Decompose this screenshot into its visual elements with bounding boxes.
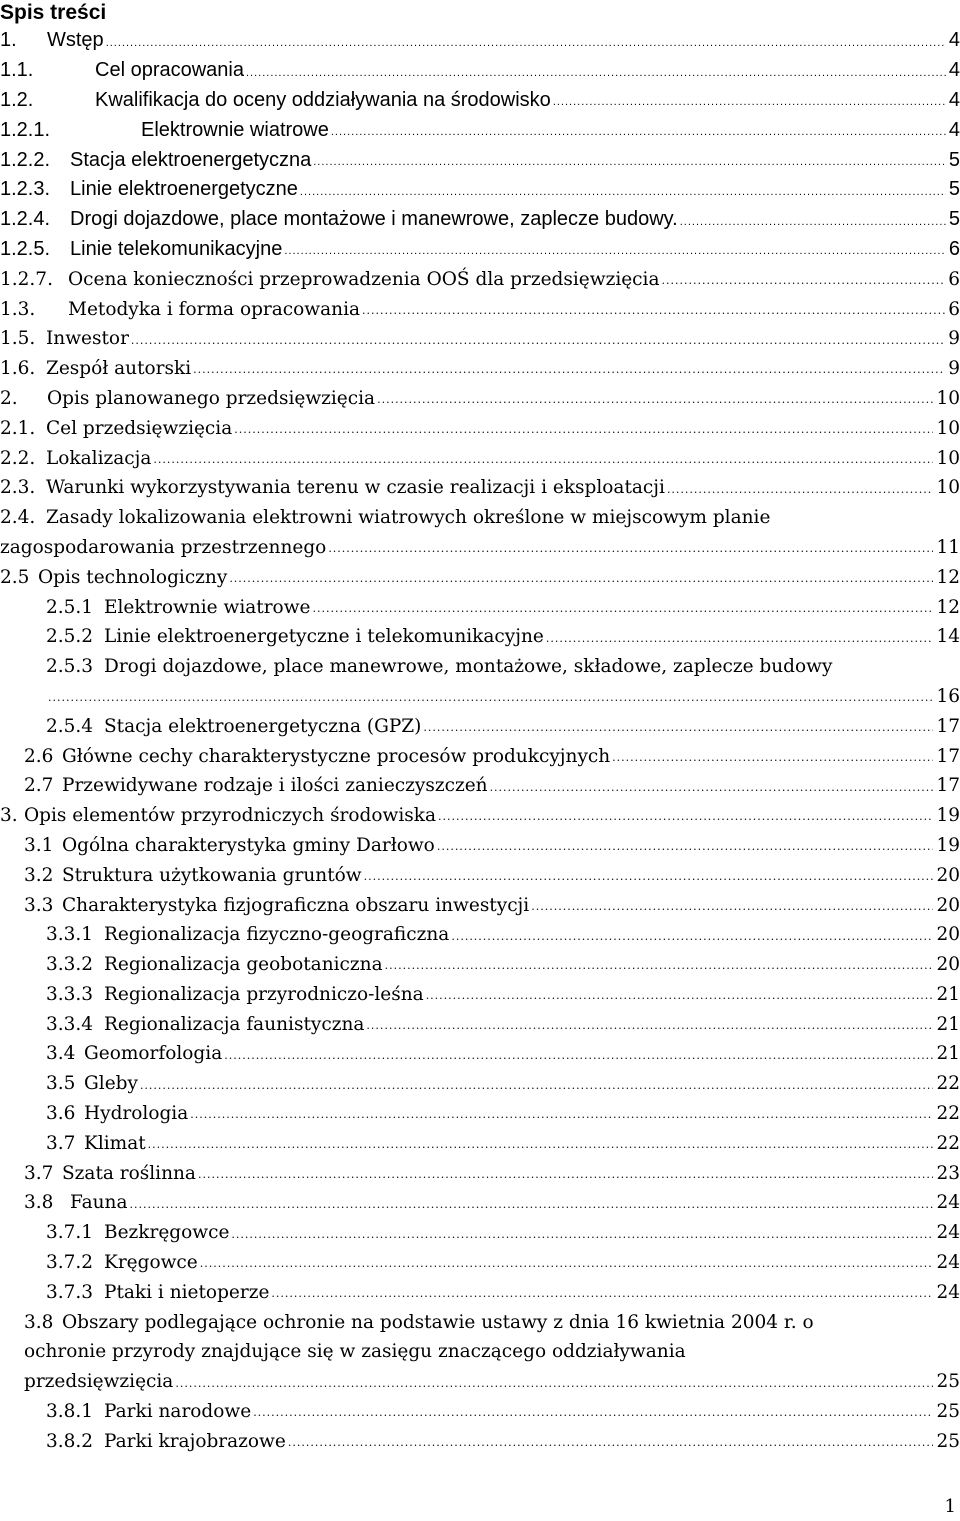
toc-entry-title: Zasady lokalizowania elektrowni wiatrowych określone w miejscowym planie — [46, 507, 771, 529]
toc-entry-title: Przewidywane rodzaje i ilości zanieczyszczeń — [62, 775, 488, 797]
toc-entry-title: Fauna — [70, 1192, 128, 1214]
toc-entry-page: 4 — [948, 118, 960, 141]
toc-entry-page: 21 — [936, 1043, 960, 1065]
toc-entry[interactable] — [0, 1307, 960, 1337]
dot-leader — [612, 749, 933, 768]
dot-leader — [288, 1434, 934, 1453]
dot-leader — [438, 808, 933, 827]
toc-entry[interactable] — [0, 205, 960, 235]
toc-entry-number: 3.3.4 — [46, 1013, 94, 1035]
toc-entry-title: Wstęp — [47, 29, 104, 52]
toc-entry[interactable] — [0, 711, 960, 741]
toc-entry-title: Parki krajobrazowe — [104, 1430, 286, 1452]
toc-entry-page: 25 — [936, 1430, 960, 1452]
toc-entry-title: Zespół autorski — [46, 358, 192, 380]
dot-leader — [377, 391, 933, 410]
toc-entry-title: Kręgowce — [104, 1252, 198, 1274]
toc-entry-page: 4 — [948, 88, 960, 111]
toc-entry-page: 9 — [948, 328, 960, 350]
toc-entry-number: 1.2.1. — [0, 118, 51, 141]
toc-entry[interactable] — [0, 86, 960, 116]
toc-entry-number: 2.6 — [24, 745, 54, 767]
toc-entry-title: Szata roślinna — [62, 1162, 196, 1184]
toc-entry[interactable] — [0, 503, 960, 533]
toc-entry-title: Elektrownie wiatrowe — [104, 596, 311, 618]
dot-leader — [328, 540, 933, 559]
toc-entry-number: 1.6. — [0, 358, 36, 380]
toc-entry-title: Lokalizacja — [46, 447, 152, 469]
toc-entry-number: 3.7.2 — [46, 1252, 94, 1274]
toc-entry-number: 3.1 — [24, 834, 54, 856]
toc-entry-title: Stacja elektroenergetyczna — [70, 148, 312, 171]
toc-entry-page: 24 — [936, 1252, 960, 1274]
toc-entry-number: 2.4. — [0, 507, 36, 529]
dot-leader — [312, 600, 933, 619]
dot-leader — [193, 361, 945, 380]
toc-entry-number: 1. — [0, 29, 17, 52]
dot-leader — [313, 152, 946, 172]
toc-entry-number: 3.3 — [24, 894, 54, 916]
toc-entry-page: 6 — [948, 237, 960, 260]
toc-entry-number: 3.8 — [24, 1311, 54, 1333]
toc-entry[interactable] — [0, 592, 960, 622]
toc-entry-number: 3.2 — [24, 864, 54, 886]
toc-entry-title: Struktura użytkowania gruntów — [62, 864, 362, 886]
toc-entry[interactable] — [0, 622, 960, 652]
toc-entry-title: przedsięwzięcia — [24, 1371, 174, 1393]
toc-entry-page: 17 — [936, 745, 960, 767]
toc-entry-page: 11 — [936, 536, 960, 558]
dot-leader — [451, 928, 933, 947]
dot-leader — [246, 63, 946, 83]
toc-entry-title: Regionalizacja przyrodniczo-leśna — [104, 983, 424, 1005]
toc-entry-number: 2.5.1 — [46, 596, 94, 618]
toc-entry-number: 3.3.3 — [46, 983, 94, 1005]
dot-leader — [229, 570, 933, 589]
toc-entry[interactable] — [0, 443, 960, 473]
toc-entry-page: 6 — [948, 268, 960, 290]
toc-entry[interactable] — [0, 1099, 960, 1129]
toc-entry-page: 5 — [948, 178, 960, 201]
toc-entry-page: 24 — [936, 1192, 960, 1214]
dot-leader — [153, 451, 933, 470]
toc-entry-page: 20 — [936, 924, 960, 946]
toc-entry-number: 3.7 — [46, 1132, 76, 1154]
toc-entry-title: Gleby — [84, 1073, 138, 1095]
toc-entry-number: 1.2.7. — [0, 268, 53, 290]
toc-entry[interactable] — [0, 1069, 960, 1099]
toc-entry-page: 21 — [936, 1013, 960, 1035]
toc-entry-title: Drogi dojazdowe, place montażowe i manewrowe, zaplecze budowy. — [70, 208, 678, 231]
toc-entry[interactable] — [0, 1218, 960, 1248]
toc-entry-page: 10 — [936, 417, 960, 439]
dot-leader — [198, 1166, 933, 1185]
toc-entry-number: 3.7.1 — [46, 1222, 94, 1244]
toc-entry-title: Linie elektroenergetyczne — [70, 178, 298, 201]
toc-entry[interactable] — [0, 1367, 960, 1397]
dot-leader — [667, 481, 934, 500]
toc-entry[interactable] — [0, 1277, 960, 1307]
toc-entry[interactable] — [0, 920, 960, 950]
toc-entry-page: 4 — [948, 29, 960, 52]
toc-entry-number: 3.8 — [24, 1192, 54, 1214]
toc-entry-number: 2.7 — [24, 775, 54, 797]
dot-leader — [385, 957, 934, 976]
dot-leader — [148, 1136, 934, 1155]
dot-leader — [423, 719, 933, 738]
toc-entry[interactable] — [0, 950, 960, 980]
toc-entry[interactable] — [0, 294, 960, 324]
toc-entry-page: 5 — [948, 148, 960, 171]
toc-entry[interactable] — [0, 562, 960, 592]
toc-entry-title: zagospodarowania przestrzennego — [0, 536, 327, 558]
toc-entry-title: Geomorfologia — [84, 1043, 223, 1065]
toc-entry-title: Opis technologiczny — [38, 566, 228, 588]
toc-entry[interactable] — [0, 473, 960, 503]
toc-entry[interactable] — [0, 1188, 960, 1218]
dot-leader — [131, 332, 945, 351]
page-number: 1 — [944, 1496, 956, 1517]
toc-entry-number: 1.2.4. — [0, 208, 51, 231]
toc-entry-title: Charakterystyka fizjograficzna obszaru inwestycji — [62, 894, 530, 916]
toc-entry-title: Stacja elektroenergetyczna (GPZ) — [104, 715, 422, 737]
toc-entry[interactable] — [0, 1158, 960, 1188]
dot-leader — [553, 92, 946, 112]
toc-entry-number: 2.2. — [0, 447, 36, 469]
dot-leader — [175, 1375, 933, 1394]
toc-entry[interactable] — [0, 1248, 960, 1278]
toc-entry-title: Ptaki i nietoperze — [104, 1281, 270, 1303]
toc-entry[interactable] — [0, 801, 960, 831]
toc-entry-title: Warunki wykorzystywania terenu w czasie realizacji i eksploatacji — [46, 477, 665, 499]
toc-entry-number: 2.5.2 — [46, 626, 94, 648]
toc-entry[interactable] — [0, 1128, 960, 1158]
toc-entry-title: Główne cechy charakterystyczne procesów produkcyjnych — [62, 745, 611, 767]
toc-entry-page: 22 — [936, 1073, 960, 1095]
toc-entry-number: 2.5.3 — [46, 656, 94, 678]
toc-entry-number: 3.3.1 — [46, 924, 94, 946]
dot-leader — [253, 1404, 933, 1423]
toc-entry[interactable] — [0, 831, 960, 861]
toc-entry[interactable] — [0, 652, 960, 682]
toc-entry-page: 16 — [936, 685, 960, 707]
dot-leader — [490, 779, 934, 798]
toc-entry-title: Inwestor — [46, 328, 129, 350]
toc-entry-number: 2.3. — [0, 477, 36, 499]
dot-leader — [106, 33, 946, 53]
toc-entry-number: 3.3.2 — [46, 954, 94, 976]
toc-entry-number: 1.2.5. — [0, 237, 51, 260]
toc-entry[interactable] — [0, 1426, 960, 1456]
toc-entry-page: 12 — [936, 566, 960, 588]
dot-leader — [190, 1106, 933, 1125]
table-of-contents — [0, 26, 960, 1456]
toc-entry-page: 23 — [936, 1162, 960, 1184]
toc-entry-title: Opis elementów przyrodniczych środowiska — [24, 805, 437, 827]
toc-entry-number: 1.2. — [0, 88, 34, 111]
toc-entry[interactable] — [0, 741, 960, 771]
toc-entry-page: 22 — [936, 1103, 960, 1125]
toc-entry-page: 17 — [936, 715, 960, 737]
toc-entry-page: 20 — [936, 954, 960, 976]
toc-entry-page: 9 — [948, 358, 960, 380]
toc-entry[interactable] — [0, 1337, 960, 1367]
toc-entry[interactable] — [0, 56, 960, 86]
dot-leader — [200, 1255, 934, 1274]
toc-entry-number: 3.7 — [24, 1162, 54, 1184]
dot-leader — [662, 272, 946, 291]
dot-leader — [234, 421, 933, 440]
toc-entry-title: Linie elektroenergetyczne i telekomunikacyjne — [104, 626, 544, 648]
toc-entry-number: 1.2.2. — [0, 148, 51, 171]
toc-entry[interactable] — [0, 115, 960, 145]
toc-entry-title: Obszary podlegające ochronie na podstawie ustawy z dnia 16 kwietnia 2004 r. o — [62, 1311, 814, 1333]
toc-entry[interactable] — [0, 175, 960, 205]
dot-leader — [364, 868, 934, 887]
toc-entry-title: Hydrologia — [84, 1103, 189, 1125]
toc-entry-title: Metodyka i forma opracowania — [68, 298, 361, 320]
toc-entry-title: Cel opracowania — [95, 59, 244, 82]
dot-leader — [300, 182, 946, 202]
toc-entry-page: 19 — [936, 805, 960, 827]
toc-entry-page: 20 — [936, 864, 960, 886]
toc-entry-number: 2.5.4 — [46, 715, 94, 737]
toc-entry-page: 6 — [948, 298, 960, 320]
toc-entry-number: 2.1. — [0, 417, 36, 439]
toc-entry-title: Cel przedsięwzięcia — [46, 417, 233, 439]
toc-entry-page: 22 — [936, 1132, 960, 1154]
dot-leader — [140, 1077, 934, 1096]
toc-entry[interactable] — [0, 235, 960, 265]
toc-entry-title: Ogólna charakterystyka gminy Darłowo — [62, 834, 435, 856]
toc-entry-page: 24 — [936, 1222, 960, 1244]
toc-entry-number: 3.8.2 — [46, 1430, 94, 1452]
toc-entry-number: 3.6 — [46, 1103, 76, 1125]
toc-entry-page: 14 — [936, 626, 960, 648]
toc-entry-page: 19 — [936, 834, 960, 856]
toc-entry[interactable] — [0, 384, 960, 414]
dot-leader — [437, 838, 934, 857]
toc-entry-number: 3.7.3 — [46, 1281, 94, 1303]
toc-entry-number: 2.5 — [0, 566, 30, 588]
dot-leader — [284, 241, 946, 261]
toc-entry-title: Klimat — [84, 1132, 146, 1154]
toc-entry[interactable] — [0, 145, 960, 175]
toc-entry[interactable] — [0, 860, 960, 890]
toc-entry[interactable] — [0, 1009, 960, 1039]
toc-entry-number: 3.8.1 — [46, 1401, 94, 1423]
dot-leader — [680, 212, 946, 232]
toc-entry-number: 1.5. — [0, 328, 36, 350]
toc-entry-title: Ocena konieczności przeprowadzenia OOŚ dla przedsięwzięcia — [68, 268, 660, 290]
toc-entry[interactable] — [0, 26, 960, 56]
toc-entry-page: 10 — [936, 387, 960, 409]
page-title: Spis treści — [0, 1, 107, 24]
toc-entry-title: Regionalizacja faunistyczna — [104, 1013, 365, 1035]
dot-leader — [271, 1285, 933, 1304]
toc-entry[interactable] — [0, 682, 960, 712]
toc-entry[interactable] — [0, 533, 960, 563]
dot-leader — [231, 1226, 933, 1245]
toc-entry[interactable] — [0, 264, 960, 294]
toc-entry[interactable] — [0, 354, 960, 384]
toc-entry[interactable] — [0, 890, 960, 920]
toc-entry-page: 17 — [936, 775, 960, 797]
toc-entry-page: 4 — [948, 59, 960, 82]
toc-entry[interactable] — [0, 771, 960, 801]
dot-leader — [224, 1047, 933, 1066]
toc-entry-number: 3.5 — [46, 1073, 76, 1095]
dot-leader — [362, 302, 945, 321]
toc-entry-page: 24 — [936, 1281, 960, 1303]
toc-entry-title: Drogi dojazdowe, place manewrowe, montażowe, składowe, zaplecze budowy — [104, 656, 833, 678]
dot-leader — [426, 987, 934, 1006]
toc-entry-page: 25 — [936, 1371, 960, 1393]
toc-entry-title: Kwalifikacja do oceny oddziaływania na środowisko — [95, 88, 551, 111]
toc-entry-number: 1.3. — [0, 298, 36, 320]
toc-entry[interactable] — [0, 1039, 960, 1069]
dot-leader — [531, 898, 933, 917]
toc-entry-number: 1.1. — [0, 59, 34, 82]
toc-entry-page: 25 — [936, 1401, 960, 1423]
toc-entry-title: Parki narodowe — [104, 1401, 252, 1423]
toc-entry-number: 1.2.3. — [0, 178, 51, 201]
toc-entry[interactable] — [0, 324, 960, 354]
toc-entry-page: 20 — [936, 894, 960, 916]
toc-entry-title: Bezkręgowce — [104, 1222, 230, 1244]
toc-entry-page: 10 — [936, 477, 960, 499]
toc-entry-page: 5 — [948, 208, 960, 231]
toc-entry-title: Opis planowanego przedsięwzięcia — [47, 387, 376, 409]
toc-entry[interactable] — [0, 980, 960, 1010]
dot-leader — [366, 1017, 933, 1036]
toc-entry-number: 2. — [0, 387, 18, 409]
dot-leader — [546, 630, 934, 649]
toc-entry-page: 10 — [936, 447, 960, 469]
toc-entry-title: Regionalizacja fizyczno-geograficzna — [104, 924, 450, 946]
dot-leader — [331, 122, 946, 142]
toc-entry-title: Elektrownie wiatrowe — [141, 118, 329, 141]
toc-entry-page: 12 — [936, 596, 960, 618]
dot-leader — [129, 1196, 933, 1215]
toc-entry[interactable] — [0, 413, 960, 443]
toc-entry-number: 3.4 — [46, 1043, 76, 1065]
toc-entry-title: Linie telekomunikacyjne — [70, 237, 283, 260]
toc-entry-title: Regionalizacja geobotaniczna — [104, 954, 383, 976]
toc-entry-number: 3. — [0, 805, 18, 827]
toc-entry-title: ochronie przyrody znajdujące się w zasięgu znaczącego oddziaływania — [24, 1341, 686, 1363]
toc-entry-page: 21 — [936, 983, 960, 1005]
toc-entry[interactable] — [0, 1397, 960, 1427]
dot-leader — [48, 689, 933, 708]
